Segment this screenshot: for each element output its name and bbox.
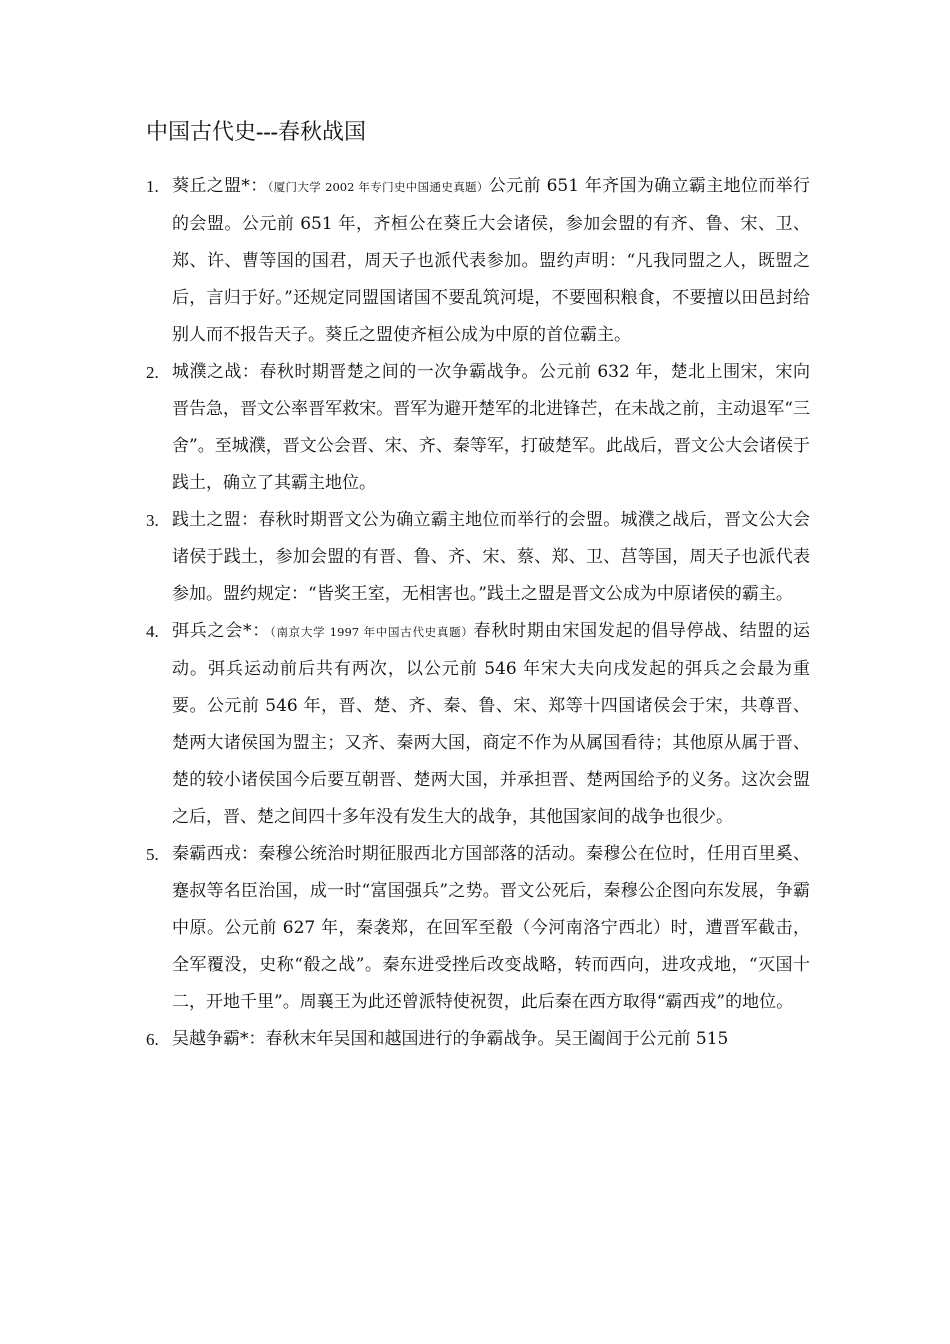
glossary-item-5 [146, 836, 810, 1021]
item-term: 城濮之战： [172, 362, 260, 382]
item-number: 3. [146, 511, 159, 530]
glossary-item-2 [146, 354, 810, 502]
item-number: 4. [146, 622, 159, 641]
page-title [146, 116, 366, 149]
item-definition: 春秋时期晋楚之间的一次争霸战争。公元前 632 年，楚北上围宋，宋向晋告急，晋文公率晋军救宋。晋军为避开楚军的北进锋芒，在未战之前，主动退军“三舍”。至城濮，晋文公会晋、宋、齐、秦等军，打破楚军。此战后，晋文公大会诸侯于践土，确立了其霸主地位。 [172, 362, 810, 493]
item-number: 2. [146, 363, 159, 382]
item-definition: 春秋时期由宋国发起的倡导停战、结盟的运动。弭兵运动前后共有两次，以公元前 546 年宋大夫向戌发起的弭兵之会最为重要。公元前 546 年，晋、楚、齐、秦、鲁、宋、郑等十四国诸侯会于宋，共尊晋、楚两大诸侯国为盟主；又齐、秦两大国，商定不作为从属国看待；其他原从属于晋、楚的较小诸侯国今后要互朝晋、楚两大国，并承担晋、楚两国给予的义务。这次会盟之后，晋、楚之间四十多年没有发生大的战争，其他国家间的战争也很少。 [172, 621, 811, 827]
item-term: 吴越争霸*： [172, 1029, 266, 1049]
item-definition: 公元前 651 年齐国为确立霸主地位而举行的会盟。公元前 651 年，齐桓公在葵丘大会诸侯，参加会盟的有齐、鲁、宋、卫、郑、许、曹等国的国君，周天子也派代表参加。盟约声明：“凡我同盟之人，既盟之后，言归于好。”还规定同盟国诸国不要乱筑河堤，不要囤积粮食，不要擅以田邑封给别人而不报告天子。葵丘之盟使齐桓公成为中原的首位霸主。 [172, 176, 810, 345]
title-suffix: 春秋战国 [278, 120, 367, 145]
item-definition: 春秋末年吴国和越国进行的争霸战争。吴王阖闾于公元前 515 [265, 1029, 729, 1049]
item-term: 秦霸西戎： [172, 844, 259, 864]
glossary-item-1 [146, 168, 810, 354]
item-source-note: （厦门大学 2002 年专门史中国通史真题） [267, 180, 489, 194]
glossary-item-4 [146, 613, 810, 836]
glossary-item-3 [146, 502, 810, 613]
item-number: 1. [146, 177, 159, 196]
item-source-note: （南京大学 1997 年中国古代史真题） [269, 625, 474, 639]
title-prefix: 中国古代史 [146, 120, 257, 145]
title-dashes: --- [256, 119, 278, 144]
item-number: 5. [146, 845, 159, 864]
glossary-list [146, 168, 810, 1058]
item-term: 弭兵之会*： [172, 621, 270, 641]
glossary-item-6 [146, 1021, 810, 1058]
item-definition: 春秋时期晋文公为确立霸主地位而举行的会盟。城濮之战后，晋文公大会诸侯于践土，参加会盟的有晋、鲁、齐、宋、蔡、郑、卫、莒等国，周天子也派代表参加。盟约规定：“皆奖王室，无相害也。”践土之盟是晋文公成为中原诸侯的霸主。 [172, 510, 810, 604]
item-definition: 秦穆公统治时期征服西北方国部落的活动。秦穆公在位时，任用百里奚、蹇叔等名臣治国，成一时“富国强兵”之势。晋文公死后，秦穆公企图向东发展，争霸中原。公元前 627 年，秦袭郑，在回军至殽（今河南洛宁西北）时，遭晋军截击，全军覆没，史称“殽之战”。秦东进受挫后改变战略，转而西向，进攻戎地，“灭国十二，开地千里”。周襄王为此还曾派特使祝贺，此后秦在西方取得“霸西戎”的地位。 [172, 844, 810, 1012]
item-number: 6. [146, 1030, 159, 1049]
item-term: 践土之盟： [172, 510, 259, 530]
item-term: 葵丘之盟*： [172, 176, 268, 196]
